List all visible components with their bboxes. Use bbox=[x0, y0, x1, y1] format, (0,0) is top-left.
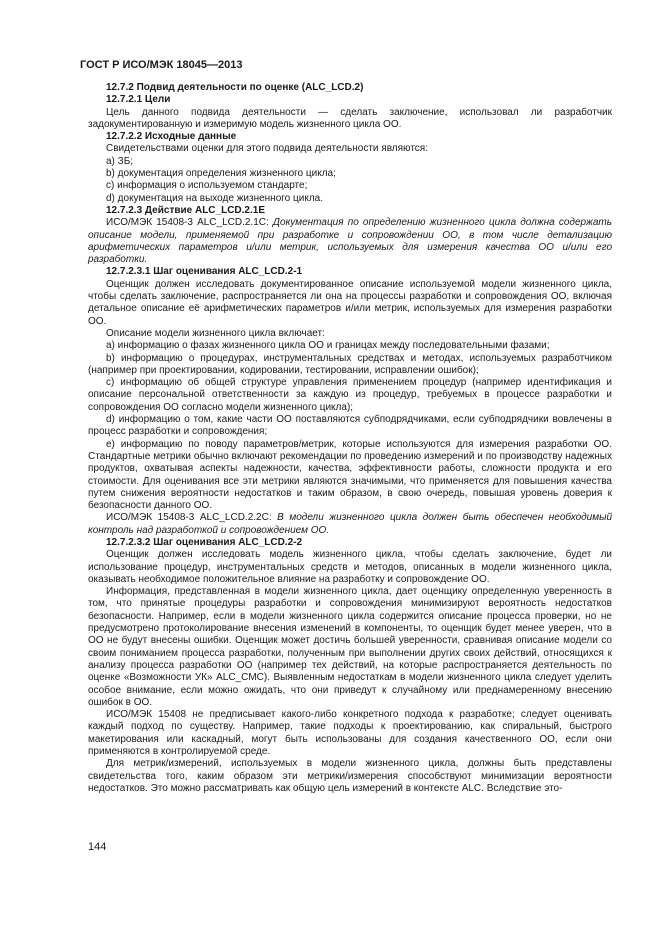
subsection-heading: 12.7.2.2 Исходные данные bbox=[106, 131, 237, 143]
paragraph: ИСО/МЭК 15408 не предписывает какого-либо конкретного подхода к разработке; следует оценивать каждый подход по существу. Например, такие подходы к проектированию, как спиральный, быстрого макетирования или каскадный, могут быть использованы для создания качественного ОО, если они применяются в контролируемой среде. bbox=[88, 709, 612, 758]
paragraph: Цель данного подвида деятельности — сделать заключение, использовал ли разработчик задокументированную и измеримую модель жизненного цикла ОО. bbox=[88, 106, 612, 130]
requirement-reference: ИСО/МЭК 15408-3 ALC_LCD.2.2C: bbox=[106, 512, 278, 524]
section-heading: 12.7.2 Подвид деятельности по оценке (ALC_LCD.2) bbox=[106, 82, 364, 93]
paragraph: Описание модели жизненного цикла включает: bbox=[106, 327, 325, 339]
requirement-text: В модели жизненного цикла должен быть обеспечен необходимый контроль над разработкой и сопровождением ОО. bbox=[88, 512, 613, 536]
paragraph: Для метрик/измерений, используемых в модели жизненного цикла, должны быть представлены свидетельства того, каким образом эти метрики/измерения способствуют минимизации вероятности недостатков. Это можно рассматривать как общую цель измерений в контексте ALC. Вследствие это- bbox=[88, 758, 612, 794]
page-header: ГОСТ Р ИСО/МЭК 18045—2013 bbox=[80, 59, 243, 71]
page-number: 144 bbox=[88, 841, 107, 853]
list-item: b) информацию о процедурах, инструментальных средствах и методах, используемых разработчиком (например при проектировании, кодировании, тестировании, исправлении ошибок); bbox=[88, 352, 612, 376]
list-item: a) информацию о фазах жизненного цикла ОО и границах между последовательными фазами; bbox=[106, 340, 550, 352]
subsection-heading: 12.7.2.1 Цели bbox=[106, 94, 171, 106]
requirement-reference: ИСО/МЭК 15408-3 ALC_LCD.2.1C: bbox=[106, 217, 273, 229]
requirement-paragraph bbox=[88, 512, 612, 537]
list-item: b) документация определения жизненного цикла; bbox=[106, 168, 336, 180]
list-item: a) ЗБ; bbox=[106, 155, 134, 167]
page-body bbox=[88, 82, 612, 795]
paragraph: Информация, представленная в модели жизненного цикла, дает оценщику определенную уверенность в том, что принятые процедуры разработки и сопровождения минимизируют вероятность недостатков безопасности. Например, если в модели жизненного цикла содержится описание процесса проверки, но не предусмотрено протоколирование внесения изменений в компоненты, то оценщик будет менее уверен, что в ОО не будут внесены ошибки. Оценщик может достичь большей уверенности, сравнивая описание модели со своим пониманием процесса разработки, полученным при выполнении других своих действий, относящихся к анализу процесса разработки ОО (например тех действий, на которые распространяется деятельность по оценке «Возможности УК» ALC_CMC). Выявленным недостаткам в модели жизненного цикла следует уделить особое внимание, если можно ожидать, что они приведут к случайному или преднамеренному внесению ошибок в ОО. bbox=[88, 586, 612, 708]
paragraph: Свидетельствами оценки для этого подвида деятельности являются: bbox=[106, 143, 428, 155]
paragraph: Оценщик должен исследовать модель жизненного цикла, чтобы сделать заключение, будет ли использование процедур, инструментальных средств и методов, описанных в модели жизненного цикла, оказывать необходимое положительное влияние на разработку и сопровождение ОО. bbox=[88, 549, 612, 585]
paragraph: Оценщик должен исследовать документированное описание используемой модели жизненного цикла, чтобы сделать заключение, распространяется ли она на процессы разработки и сопровождения ОО, включая детальное описание её арифметических параметров и/или метрик, используемых для измерения разработки ОО. bbox=[88, 278, 612, 327]
list-item: d) информацию о том, какие части ОО поставляются субподрядчиками, если субподрядчики вовлечены в процесс разработки и сопровождения; bbox=[88, 414, 612, 438]
list-item: e) информацию по поводу параметров/метрик, которые используются для измерения разработки ОО. Стандартные метрики обычно включают рекомендации по проведению измерений и по производству надежных продуктов, охватывая аспекты надежности, качества, эффективности работы, сложности продукта и его стоимости. Для оценивания все эти метрики являются значимыми, что применяется для повышения качества путем снижения вероятности недостатков и таким образом, в свою очередь, повышая уровень доверия к безопасности данного ОО. bbox=[88, 438, 612, 512]
step-heading: 12.7.2.3.2 Шаг оценивания ALC_LCD.2-2 bbox=[106, 536, 303, 548]
step-heading: 12.7.2.3.1 Шаг оценивания ALC_LCD.2-1 bbox=[106, 266, 303, 278]
requirement-text: Документация по определению жизненного цикла должна содержать описание модели, применяемой при разработке и сопровождении ОО, в том числе детализацию арифметических параметров и/или метрик, используемых для измерения качества ОО и/или его разработки. bbox=[88, 217, 612, 266]
subsection-heading: 12.7.2.3 Действие ALC_LCD.2.1E bbox=[106, 204, 265, 216]
list-item: c) информацию об общей структуре управления применением процедур (например идентификация и описание персональной ответственности за каждую из процедур, требуемых в процессе разработки и сопровождения ОО согласно модели жизненного цикла); bbox=[88, 377, 612, 413]
list-item: c) информация о используемом стандарте; bbox=[106, 180, 308, 192]
requirement-paragraph bbox=[88, 217, 612, 266]
list-item: d) документация на выходе жизненного цикла. bbox=[106, 192, 323, 204]
